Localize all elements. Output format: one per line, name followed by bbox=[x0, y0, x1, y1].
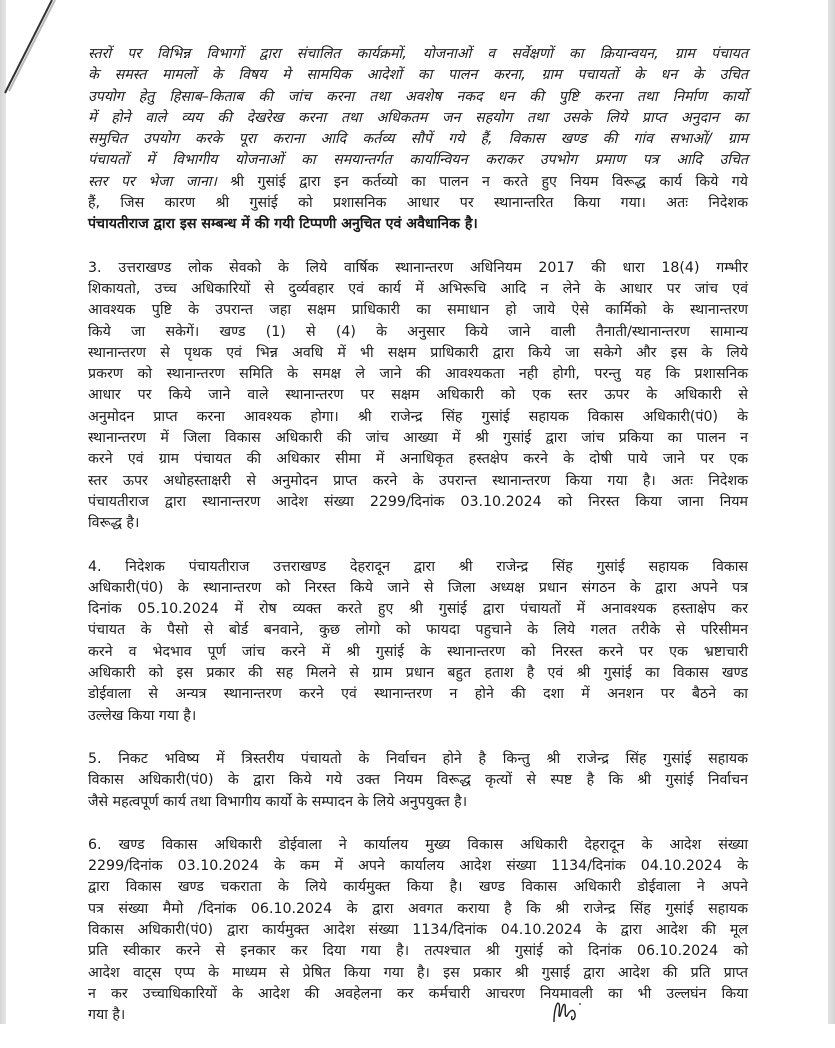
text-line: आदेश वाट्स एप्प के माध्यम से प्रेषित किया गया है। इस प्रकार श्री गुसाई द्वारा आदेश की प्रति प्राप्त bbox=[88, 964, 748, 981]
text-line: विकास अधिकारी(पं0) द्वारा कार्यमुक्त आदेश संख्या 1134/दिनांक 04.10.2024 के द्वारा आदेश की मूल bbox=[88, 921, 748, 938]
text-line: करने एवं ग्राम पंचायत की अधिकार सीमा में अनाधिकृत हस्तक्षेप करने के दोषी पाये जाने पर एक bbox=[88, 451, 748, 468]
page-edge-right bbox=[828, 0, 835, 1024]
text-line: पंचायत के पैसो से बोर्ड बनवाने, कुछ लोगो को फायदा पहुचाने के लिये गलत तरीके से परिसीमन bbox=[88, 622, 748, 639]
paragraph-point-4 bbox=[88, 557, 748, 727]
text-line: अधिकारी को इस प्रकार की सह मिलने से ग्राम प्रधान बहुत हताश है एवं श्री गुसांई का विकास खण्ड bbox=[88, 665, 748, 682]
text-line: 6. खण्ड विकास अधिकारी डोईवाला ने कार्यालय मुख्य विकास अधिकारी देहरादून के आदेश संख्या bbox=[88, 836, 748, 853]
text-line: 5. निकट भविष्य में त्रिस्तरीय पंचायतो के निर्वाचन होने है किन्तु श्री राजेन्द्र सिंह गुसांई सहायक bbox=[88, 750, 748, 767]
text-line: गया है। bbox=[88, 1007, 126, 1024]
text-line: जैसे महत्वपूर्ण कार्य तथा विभागीय कार्यो के सम्पादन के लिये अनुपयुक्त है। bbox=[88, 793, 468, 810]
text-line: प्रति स्वीकार करने से इनकार कर दिया गया है। तत्पश्चात श्री गुसांई को दिनांक 06.10.2024 को bbox=[88, 943, 748, 960]
text-line: पत्र संख्या मैमो /दिनांक 06.10.2024 के द्वारा अवगत कराया है कि श्री राजेन्द्र सिंह गुसांई सहायक bbox=[88, 900, 748, 917]
text-line: के समस्त मामलों के विषय मे सामयिक आदेशों का पालन करना, ग्राम पचायतों के धन के उचित bbox=[88, 67, 748, 84]
text-line: पंचायतीराज द्वारा स्थानान्तरण आदेश संख्या 2299/दिनांक 03.10.2024 को निरस्त किया जाना नियम bbox=[88, 493, 748, 510]
text-line: हैं, जिस कारण श्री गुसांई को प्रशासनिक आधार पर स्थानान्तरित किया गया। अतः निदेशक bbox=[88, 195, 748, 212]
text-line: स्थानान्तरण में जिला विकास अधिकारी की जांच आख्या में श्री गुसांई द्वारा जांच प्रकिया का पालन न bbox=[88, 430, 748, 447]
document-page bbox=[88, 44, 748, 1048]
text-line: विकास अधिकारी(पं0) के द्वारा किये गये उक्त नियम विरूद्ध कृत्यों से स्पष्ट है कि श्री गुसांई निर्वाचन bbox=[88, 772, 748, 789]
paragraph-continuation bbox=[88, 44, 748, 236]
paragraph-point-6 bbox=[88, 835, 748, 1027]
text-line: स्तरों पर विभिन्न विभागों द्वारा संचालित कार्यक्रमों, योजनाओं व सर्वेक्षणों का क्रियान्वयन, ग्राम पंचायत bbox=[88, 46, 748, 62]
text-line: अनुमोदन प्राप्त करना आवश्यक होगा। श्री राजेन्द्र सिंह गुसांई सहायक विकास अधिकारी(पं0) के bbox=[88, 408, 748, 425]
text-line: में होने वाले व्यय की देखरेख करना तथा अधिकतम जन सहयोग तथा उसके लिये प्राप्त अनुदान का bbox=[88, 109, 748, 126]
text-normal-part: श्री गुसांई द्वारा इन कर्तव्यो का पालन न करते हुए नियम विरूद्ध कार्य किये गये bbox=[216, 173, 748, 190]
text-line: आधार पर किये जाने वाले स्थानान्तरण पर सक्षम अधिकारी को एक स्तर ऊपर के अधिकारी से bbox=[88, 387, 748, 404]
page-edge-left bbox=[0, 0, 6, 1024]
text-line: पंचायतों में विभागीय योजनाओं का समयान्तर्गत कार्यान्वियन कराकर उपभोग प्रमाण पत्र आदि उचित bbox=[88, 152, 748, 169]
text-line: पंचायतीराज द्वारा इस सम्बन्ध में की गयी टिप्पणी अनुचित एवं अवैधानिक है। bbox=[88, 216, 478, 233]
text-line: स्तर ऊपर अधोहस्ताक्षरी से अनुमोदन प्राप्त करने के उपरान्त स्थानान्तरण किया गया है। अतः निदेशक bbox=[88, 472, 748, 489]
paragraph-point-5 bbox=[88, 749, 748, 813]
text-line: किये जा सकेगें। खण्ड (1) से (4) के अनुसार किये जाने वाली तैनाती/स्थानान्तरण सामान्य bbox=[88, 323, 748, 340]
text-italic-part: स्तर पर भेजा जाना। bbox=[88, 173, 217, 190]
text-line: अधिकारी(पं0) के स्थानान्तरण को निरस्त किये जाने से जिला अध्यक्ष प्रधान संगठन के द्वारा अपने पत्र bbox=[88, 579, 748, 596]
text-line: आवश्यक पुष्टि के उपरान्त जहा सक्षम प्राधिकारी का समाधान हो जाये ऐसे कार्मिको के स्थानान्तरण bbox=[88, 302, 748, 319]
text-line: 2299/दिनांक 03.10.2024 के कम में अपने कार्यालय आदेश संख्या 1134/दिनांक 04.10.2024 के bbox=[88, 858, 748, 875]
paper-fold-line bbox=[0, 0, 90, 100]
text-line: शिकायतो, उच्च अधिकारियों से दुर्व्यवहार एवं कार्य में अभिरूचि आदि न लेने के आधार पर जांच एवं bbox=[88, 280, 748, 297]
text-line: दिनांक 05.10.2024 में रोष व्यक्त करते हुए श्री गुसांई द्वारा पंचायतों में अनावश्यक हस्ताक्षेप कर bbox=[88, 601, 748, 618]
paragraph-point-3 bbox=[88, 258, 748, 535]
text-line: उल्लेख किया गया है। bbox=[88, 707, 197, 724]
text-line: द्वारा विकास खण्ड चकराता के लिये कार्यमुक्त किया है। खण्ड विकास अधिकारी डोईवाला ने अपने bbox=[88, 879, 748, 896]
text-line: डोईवाला से अन्यत्र स्थानान्तरण करने एवं स्थानान्तरण न होने की दशा में अनशन पर बैठने का bbox=[88, 686, 748, 703]
text-line: उपयोग हेतु हिसाब–किताब की जांच करना तथा अवशेष नकद धन की पुष्टि करना तथा निर्माण कार्यो bbox=[88, 88, 748, 105]
text-line: प्रकरण को स्थानान्तरण समिति के समक्ष ले जाने की आवश्यकता नही होगी, परन्तु यह कि प्रशासनिक bbox=[88, 366, 748, 383]
text-line: समुचित उपयोग करके पूरा कराना आदि कर्तव्य सौपें गये हैं, विकास खण्ड की गांव सभाओं/ ग्राम bbox=[88, 131, 748, 148]
handwritten-signature-icon bbox=[548, 996, 588, 1024]
text-line: करने व भेदभाव पूर्ण जांच करने में श्री गुसांई के स्थानान्तरण को निरस्त करने पर एक भ्रष्टाचारी bbox=[88, 643, 748, 660]
text-line: विरूद्ध है। bbox=[88, 515, 140, 532]
text-line: 4. निदेशक पंचायतीराज उत्तराखण्ड देहरादून द्वारा श्री राजेन्द्र सिंह गुसांई सहायक विकास bbox=[88, 558, 748, 575]
text-line: 3. उत्तराखण्ड लोक सेवको के लिये वार्षिक स्थानान्तरण अधिनियम 2017 की धारा 18(4) गम्भीर bbox=[88, 259, 748, 276]
text-line: न कर उच्चाधिकारियों के आदेश की अवहेलना कर कर्मचारी आचरण नियमावली का भी उल्लघंन किया bbox=[88, 985, 748, 1002]
text-line: स्थानान्तरण से पृथक एवं भिन्न अवधि में भी सक्षम प्राधिकारी द्वारा किये जा सकेगे और इस के लिये bbox=[88, 344, 748, 361]
text-line bbox=[88, 172, 748, 193]
